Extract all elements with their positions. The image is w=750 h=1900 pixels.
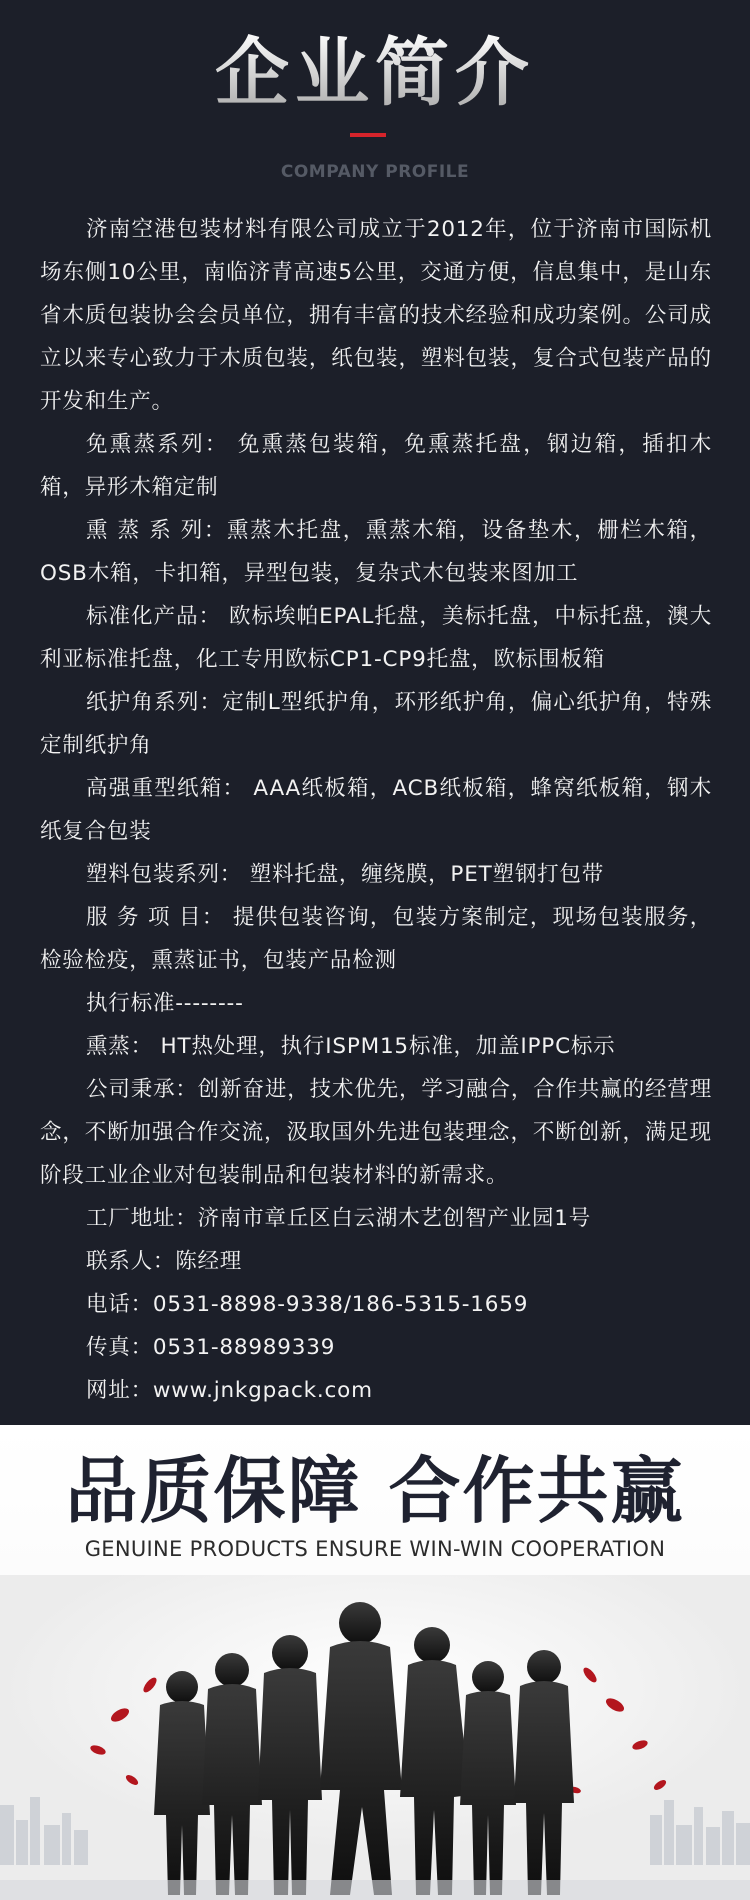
profile-item-philosophy: 公司秉承：创新奋进，技术优先，学习融合，合作共赢的经营理念，不断加强合作交流，汲取国外先进包装理念，不断创新，满足现阶段工业企业对包装制品和包装材料的新需求。 <box>40 1077 712 1188</box>
slogan-title: 品质保障 合作共赢 <box>65 1449 685 1533</box>
slogan-banner <box>0 1425 750 1900</box>
contact-fax: 传真：0531-88989339 <box>86 1335 336 1360</box>
slogan-subtitle: GENUINE PRODUCTS ENSURE WIN-WIN COOPERATION <box>84 1537 666 1561</box>
profile-item-services: 服 务 项 目： 提供包装咨询，包装方案制定，现场包装服务，检验检疫，熏蒸证书，包装产品检测 <box>40 905 712 973</box>
profile-item-standard-products: 标准化产品： 欧标埃帕EPAL托盘，美标托盘，中标托盘，澳大利亚标准托盘，化工专用欧标CP1-CP9托盘，欧标围板箱 <box>40 604 712 672</box>
contact-website: 网址：www.jnkgpack.com <box>86 1378 373 1403</box>
page-subtitle: COMPANY PROFILE <box>280 162 470 182</box>
profile-item-standards-heading: 执行标准-------- <box>86 991 244 1016</box>
title-divider <box>350 133 386 137</box>
profile-item-fumigation-standard: 熏蒸： HT热处理，执行ISPM15标准，加盖IPPC标示 <box>86 1034 616 1059</box>
profile-item-fumigation: 熏 蒸 系 列：熏蒸木托盘，熏蒸木箱，设备垫木，栅栏木箱，OSB木箱，卡扣箱，异型包装，复杂式木包装来图加工 <box>40 518 712 586</box>
team-silhouette-illustration <box>0 1575 750 1900</box>
profile-item-fumigation-free: 免熏蒸系列： 免熏蒸包装箱，免熏蒸托盘，钢边箱，插扣木箱，异形木箱定制 <box>40 432 712 500</box>
profile-item-paper-corner: 纸护角系列：定制L型纸护角，环形纸护角，偏心纸护角，特殊定制纸护角 <box>40 690 712 758</box>
profile-intro: 济南空港包装材料有限公司成立于2012年，位于济南市国际机场东侧10公里，南临济青高速5公里，交通方便，信息集中，是山东省木质包装协会会员单位，拥有丰富的技术经验和成功案例。公司成立以来专心致力于木质包装，纸包装，塑料包装，复合式包装产品的开发和生产。 <box>40 217 712 414</box>
profile-item-heavy-carton: 高强重型纸箱： AAA纸板箱，ACB纸板箱，蜂窝纸板箱，钢木纸复合包装 <box>40 776 712 844</box>
contact-person: 联系人：陈经理 <box>86 1249 243 1274</box>
page-title: 企业简介 <box>0 30 750 116</box>
contact-phone: 电话：0531-8898-9338/186-5315-1659 <box>86 1292 529 1317</box>
profile-item-plastic-packaging: 塑料包装系列： 塑料托盘，缠绕膜，PET塑钢打包带 <box>86 862 605 887</box>
profile-content <box>40 208 712 1412</box>
contact-address: 工厂地址：济南市章丘区白云湖木艺创智产业园1号 <box>86 1206 592 1231</box>
